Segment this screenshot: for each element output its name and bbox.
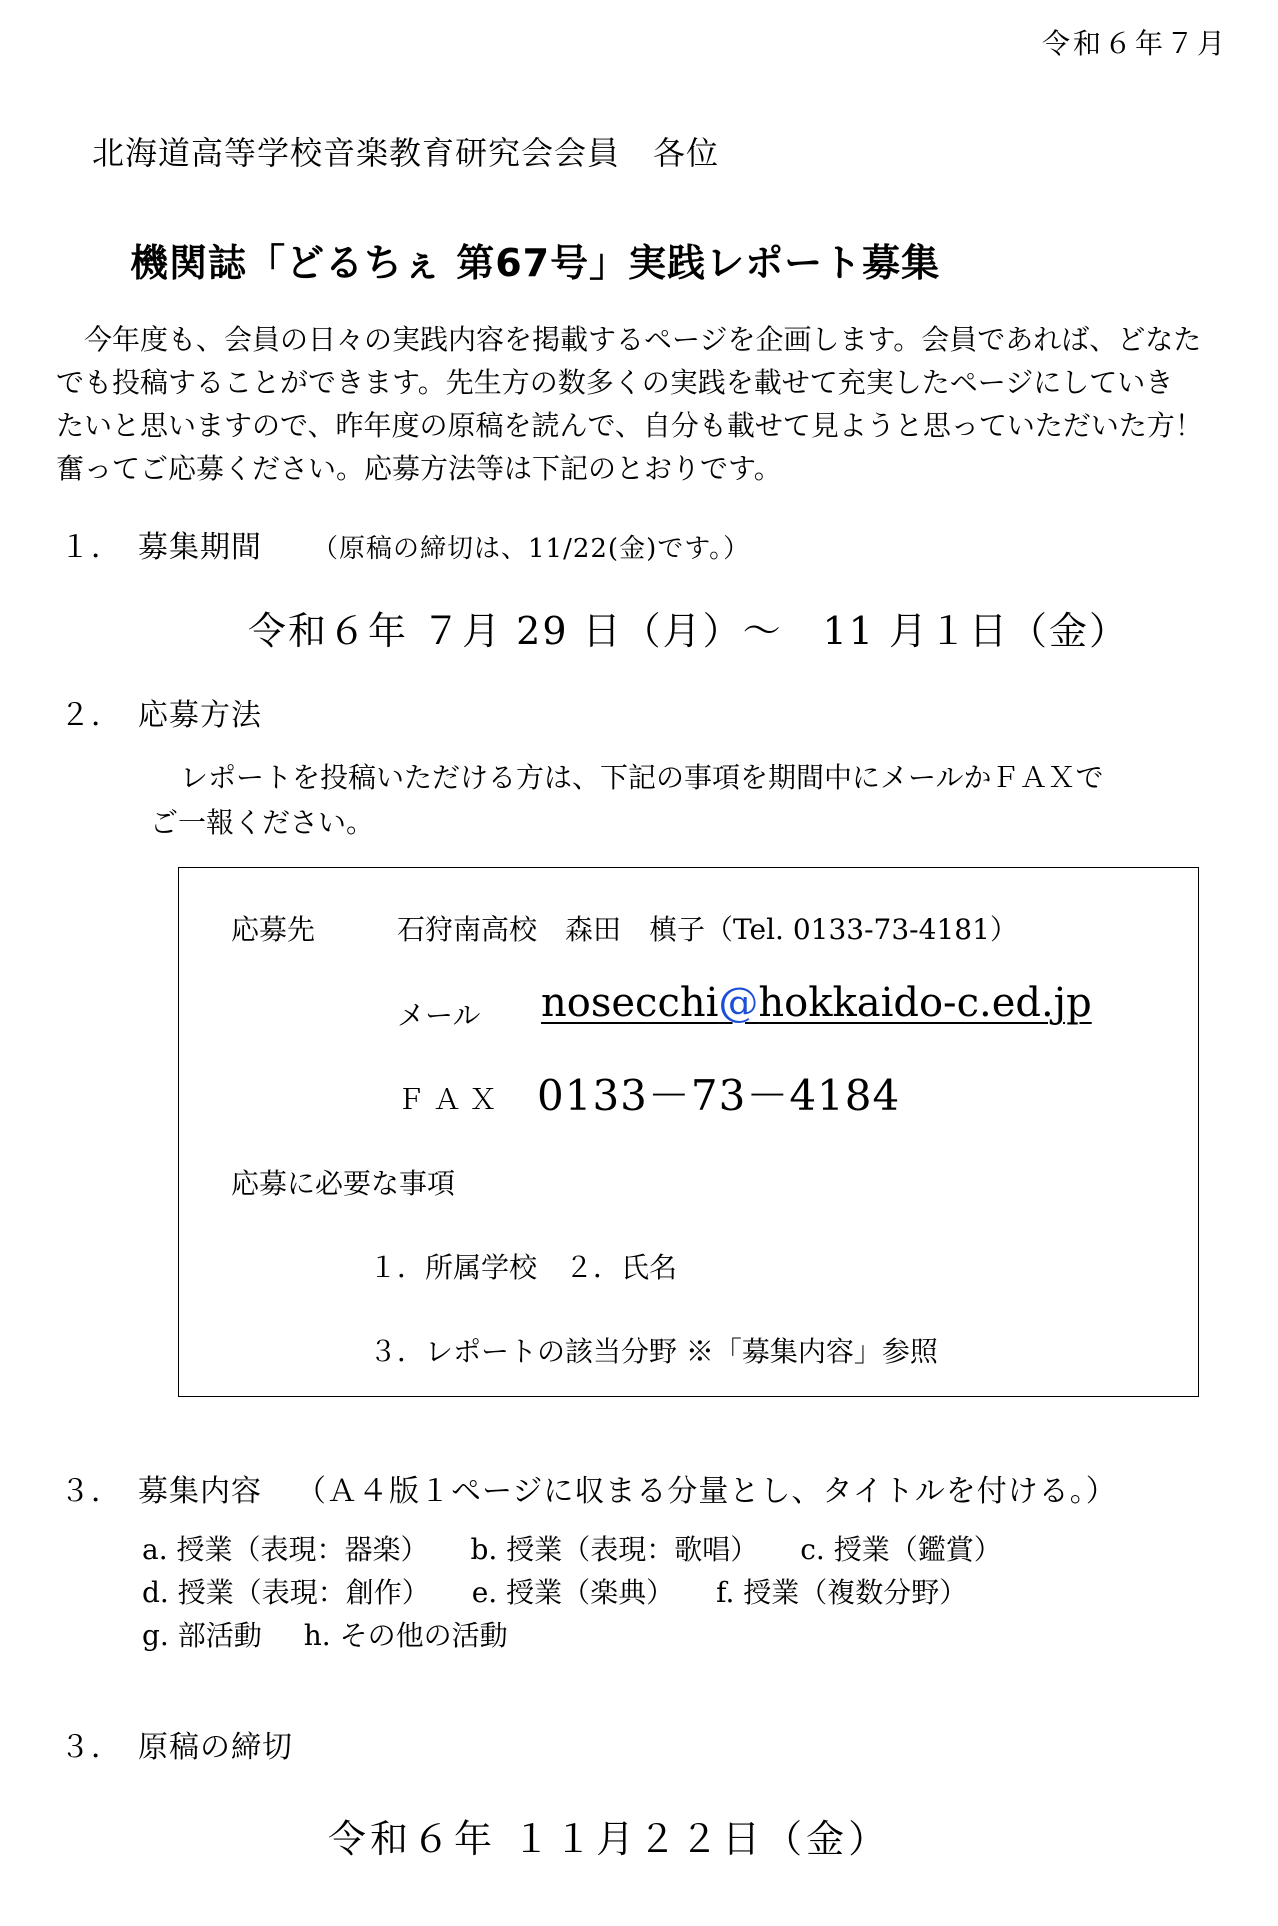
section-heading-period xyxy=(60,522,750,566)
section-heading-deadline xyxy=(60,1722,293,1766)
section-title: 応募方法 xyxy=(138,698,262,733)
section-number: ２． xyxy=(60,698,122,733)
mail-label: メール xyxy=(397,999,481,1032)
contents-item: d. 授業（表現：創作） xyxy=(142,1576,430,1609)
section-number: ３． xyxy=(60,1730,122,1765)
section-heading-contents xyxy=(60,1466,1117,1510)
intro-line: たいと思いますので、昨年度の原稿を読んで、自分も載せて見ようと思っていただいた方！ xyxy=(56,409,1203,442)
addressee: 北海道高等学校音楽教育研究会会員 各位 xyxy=(92,134,720,172)
required-items-line: １．所属学校 ２．氏名 xyxy=(369,1251,678,1284)
fax-number: 0133－73－4184 xyxy=(537,1071,901,1120)
destination-label: 応募先 xyxy=(231,913,316,946)
document-date: 令和６年７月 xyxy=(1041,27,1228,60)
contents-row xyxy=(142,1614,1044,1657)
intro-paragraph xyxy=(56,318,1236,490)
contents-row xyxy=(142,1528,1044,1571)
contents-item: a. 授業（表現：器楽） xyxy=(142,1533,429,1566)
contents-item: b. 授業（表現：歌唱） xyxy=(470,1533,759,1566)
contents-item: g. 部活動 xyxy=(142,1619,262,1652)
section-note: （Ａ４版１ページに収まる分量とし、タイトルを付ける。） xyxy=(296,1474,1117,1509)
required-items-line: ３．レポートの該当分野 ※「募集内容」参照 xyxy=(369,1335,938,1368)
required-items-label: 応募に必要な事項 xyxy=(231,1167,456,1200)
section-title: 募集期間 xyxy=(138,530,262,565)
contents-item: c. 授業（鑑賞） xyxy=(800,1533,1002,1566)
method-paragraph xyxy=(150,755,1103,845)
application-box xyxy=(178,867,1199,1397)
email-at: @ xyxy=(718,980,759,1026)
section-title: 原稿の締切 xyxy=(138,1730,293,1765)
contents-list xyxy=(142,1528,1044,1657)
contents-item: f. 授業（複数分野） xyxy=(716,1576,968,1609)
method-line: ご一報ください。 xyxy=(150,806,375,839)
method-line: レポートを投稿いただける方は、下記の事項を期間中にメールかＦＡＸで xyxy=(180,761,1104,794)
email-local: nosecchi xyxy=(541,980,719,1026)
email-domain: hokkaido-c.ed.jp xyxy=(758,980,1092,1026)
recruitment-period: 令和６年 ７月 29 日（月）～ 11 月１日（金） xyxy=(248,609,1130,653)
intro-line: 今年度も、会員の日々の実践内容を掲載するページを企画します。会員であれば、どなた xyxy=(56,323,1202,356)
fax-label: ＦＡＸ xyxy=(397,1083,506,1116)
manuscript-deadline: 令和６年 １１月２２日（金） xyxy=(328,1817,891,1861)
section-title: 募集内容 xyxy=(138,1474,262,1509)
contents-item: h. その他の活動 xyxy=(303,1619,508,1652)
destination-value: 石狩南高校 森田 槙子（Tel. 0133-73-4181） xyxy=(397,913,1018,946)
contents-item: e. 授業（楽典） xyxy=(471,1576,675,1609)
contents-row xyxy=(142,1571,1044,1614)
intro-line: でも投稿することができます。先生方の数多くの実践を載せて充実したページにしていき xyxy=(56,366,1174,399)
email-link[interactable] xyxy=(541,980,1092,1026)
intro-line: 奮ってご応募ください。応募方法等は下記のとおりです。 xyxy=(56,452,782,485)
section-heading-method xyxy=(60,690,262,734)
section-note: （原稿の締切は、11/22(金)です。） xyxy=(312,534,751,564)
section-number: ３． xyxy=(60,1474,122,1509)
section-number: １． xyxy=(60,530,122,565)
document-title: 機関誌「どるちぇ 第67号」実践レポート募集 xyxy=(130,241,941,285)
